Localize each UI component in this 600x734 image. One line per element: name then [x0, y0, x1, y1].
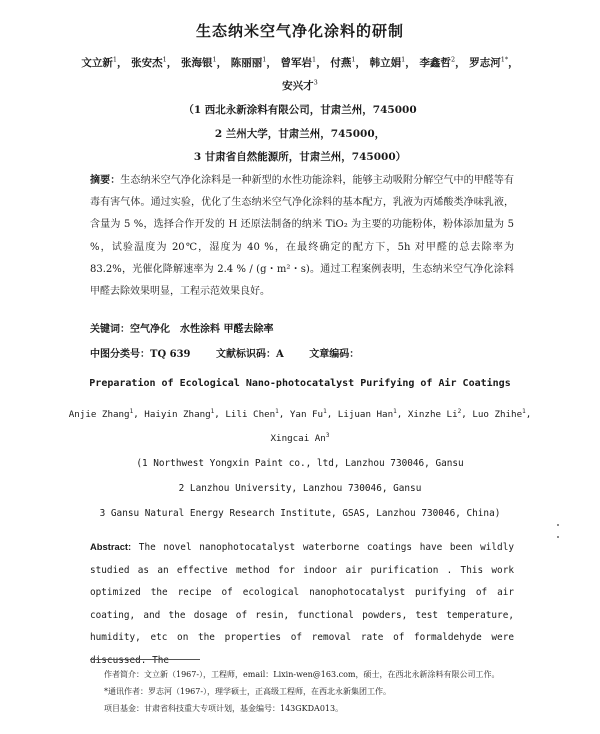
- author-list-continued: 安兴才$^3$: [282, 78, 318, 92]
- english-affiliation-2: 2 Lanzhou University, Lanzhou 730046, Gansu: [178, 483, 422, 494]
- affiliation-1: （1 西北永新涂料有限公司，甘肃兰州，745000: [183, 104, 417, 116]
- footnote-author-bio: 作者简介：文立新（1967-），工程师，email：Lixin-wen@163.com，硕士，在西北永新涂料有限公司工作。: [104, 670, 500, 679]
- footnote-divider: [90, 659, 200, 660]
- author-name: 李鑫哲: [419, 57, 451, 69]
- abstract-english: [90, 536, 514, 673]
- article-id: 文章编码：: [309, 349, 360, 360]
- scan-speck: [557, 536, 559, 538]
- abstract-en-text: The novel nanophotocatalyst waterborne coatings have been wildly studied as an effective method for indoor air purification . This work optimized the recipe of ecological nanophotocatalyst purifying of air coating, and the dosage of resin, functional powders, test temperature, humidity, etc on the properties of removal rate of formaldehyde were discussed. The: [90, 542, 514, 666]
- author-name: 文立新: [81, 57, 113, 69]
- classification-line: [90, 345, 381, 360]
- author-name: 罗志河: [469, 57, 501, 69]
- english-title: Preparation of Ecological Nano-photocatalyst Purifying of Air Coatings: [89, 378, 511, 389]
- clc-number: 中图分类号：TQ 639: [90, 349, 191, 360]
- keywords: 关键词：空气净化 水性涂料 甲醛去除率: [90, 324, 274, 335]
- affiliation-3: 3 甘肃省自然能源所，甘肃兰州，745000）: [193, 151, 407, 163]
- english-affiliation-3: 3 Gansu Natural Energy Research Institute, GSAS, Lanzhou 730046, China): [99, 508, 501, 519]
- author-name: 韩立娟: [369, 57, 402, 69]
- english-author-list: Anjie Zhang$^1$, Haiyin Zhang$^1$, Lili Chen$^1$, Yan Fu$^1$, Lijuan Han$^1$, Xinzhe Li$^2$, Luo Zhihe$^1$,: [68, 408, 532, 421]
- affiliation-2: 2 兰州大学，甘肃兰州，745000，: [214, 128, 386, 140]
- abstract-cn-label: 摘要：: [90, 175, 121, 186]
- abstract-cn-text: 生态纳米空气净化涂料是一种新型的水性功能涂料，能够主动吸附分解空气中的甲醛等有毒有害气体。通过实验，优化了生态纳米空气净化涂料的基本配方，乳液为丙烯酸类净味乳液，含量为 5 %，选择合作开发的 H 还原法制备的纳米 TiO₂ 为主要的功能粉体，粉体添加量为 5 %，试验温度为 20℃，湿度为 40 %，在最终确定的配方下，5h 对甲醛的总去除率为 83.2%，光催化降解速率为 2.4 % / (g・m²・s)。通过工程案例表明，生态纳米空气净化涂料甲醛去除效果明显，工程示范效果良好。: [90, 175, 515, 298]
- english-author-list-continued: Xingcai An$^3$: [270, 432, 330, 445]
- english-affiliation-1: (1 Northwest Yongxin Paint co., ltd, Lanzhou 730046, Gansu: [136, 458, 464, 469]
- paper-title: 生态纳米空气净化涂料的研制: [195, 22, 404, 40]
- scan-speck: [557, 524, 559, 526]
- author-list: 文立新$^1$， 张安杰$^1$， 张海银$^1$， 陈丽丽$^1$， 曾军岩$^1$， 付燕$^1$， 韩立娟$^1$， 李鑫哲$^2$， 罗志河$^{1*}$，: [81, 55, 519, 69]
- document-code: 文献标识码：A: [216, 349, 284, 360]
- footnote-corresponding-author: *通讯作者：罗志河（1967-），理学硕士，正高级工程师，在西北永新集团工作。: [104, 687, 392, 696]
- author-name: 安兴才: [282, 80, 314, 92]
- author-name: 张安杰: [131, 57, 163, 69]
- author-name: 陈丽丽: [230, 57, 263, 69]
- abstract-en-label: Abstract:: [90, 541, 132, 552]
- abstract-chinese: [90, 170, 514, 303]
- author-name: 张海银: [180, 57, 213, 69]
- author-name: 付燕: [330, 57, 352, 69]
- author-name: 曾军岩: [280, 57, 313, 69]
- footnote-funding: 项目基金：甘肃省科技重大专项计划，基金编号：143GKDA013。: [104, 704, 344, 713]
